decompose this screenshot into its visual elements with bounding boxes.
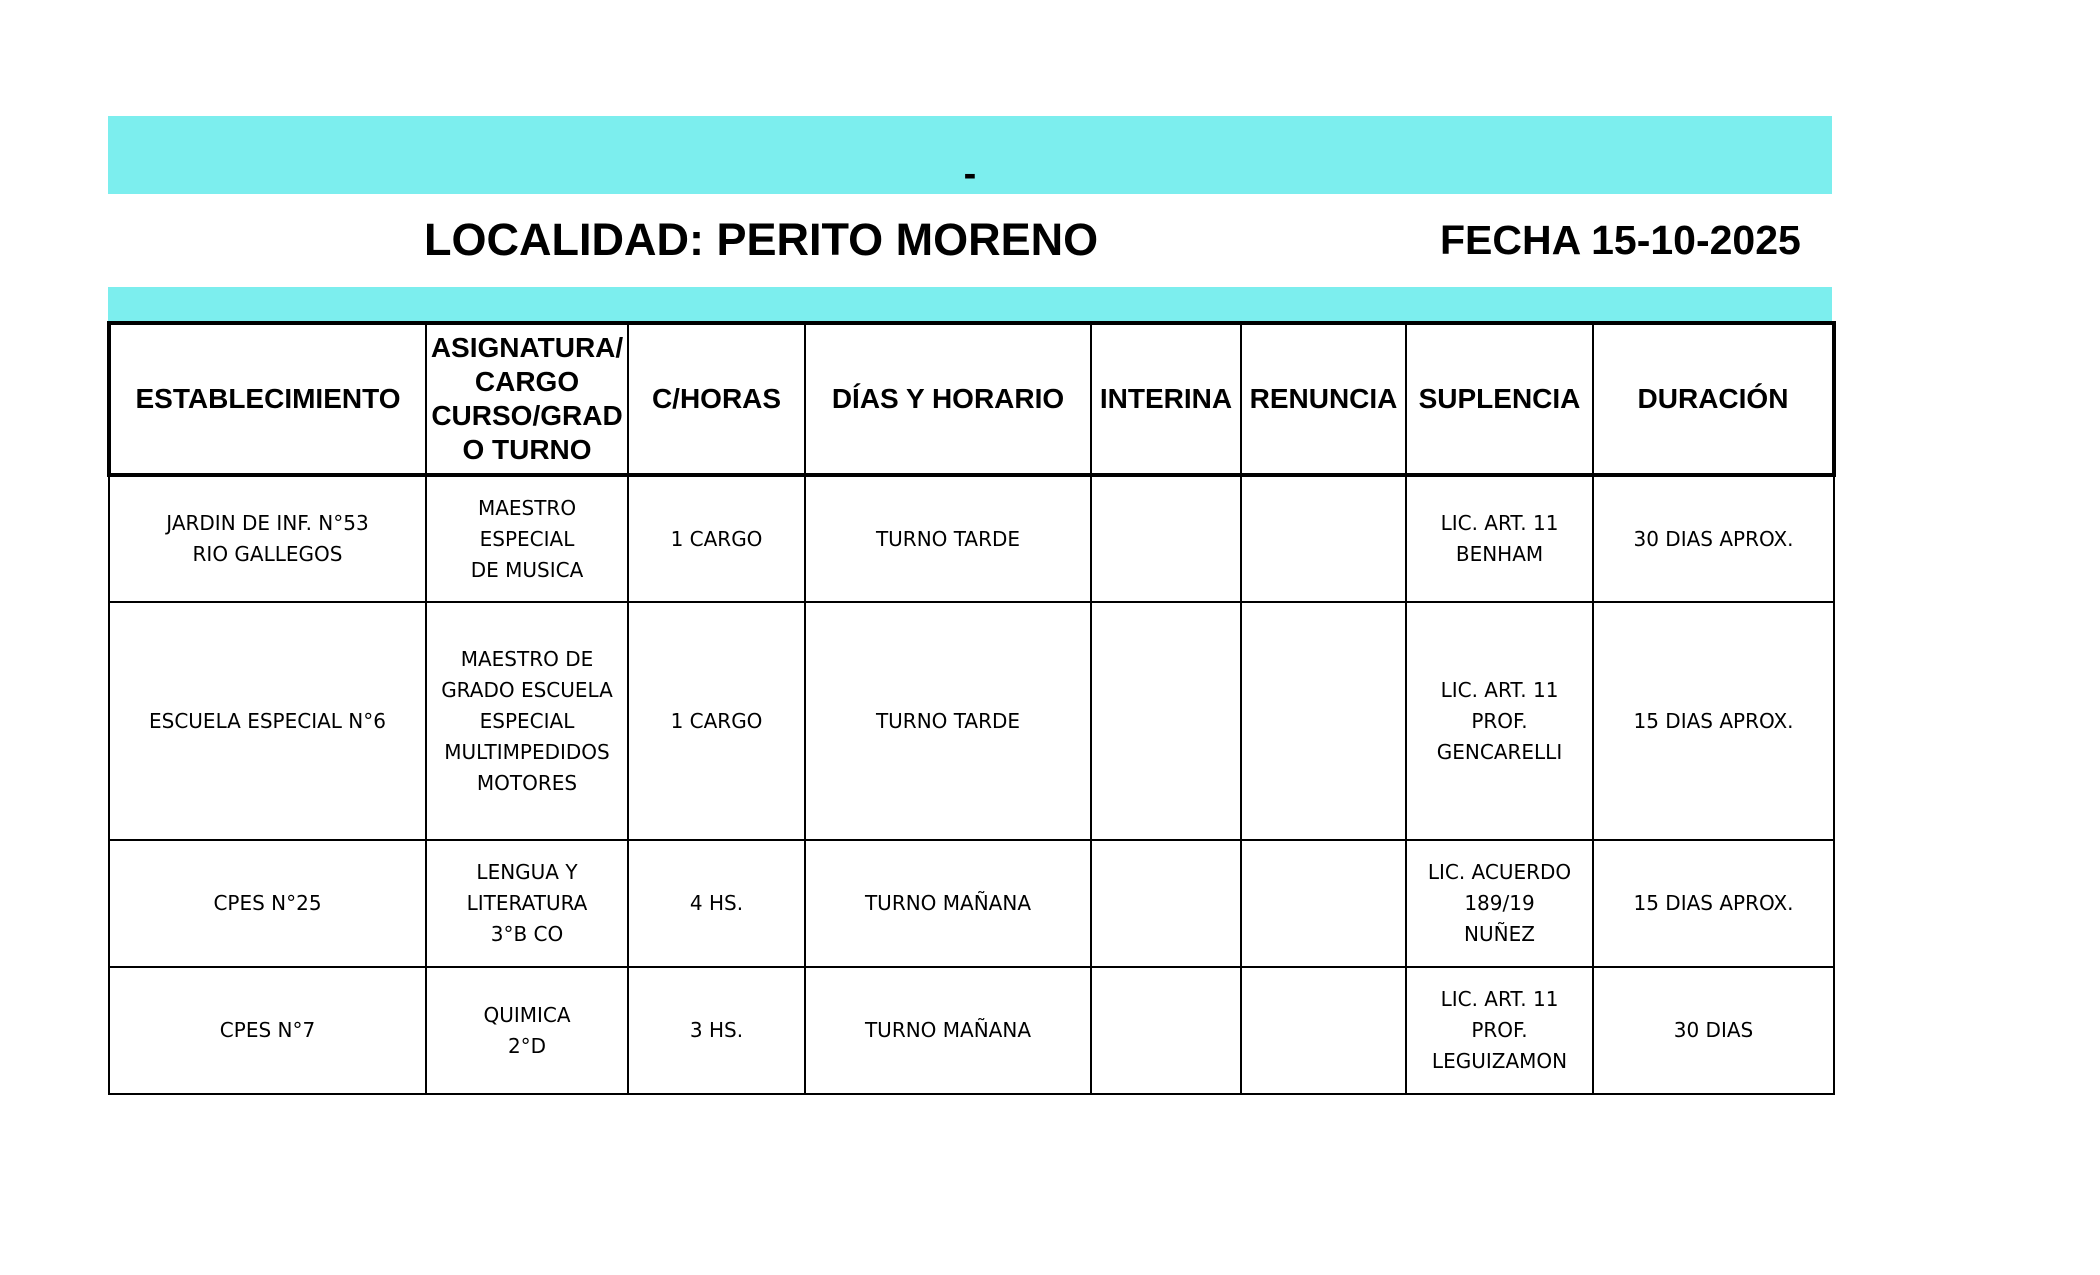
top-banner [108, 116, 1832, 194]
cell-establecimiento: CPES N°7 [109, 967, 426, 1094]
cell-asignatura: MAESTRO ESPECIAL DE MUSICA [426, 475, 628, 602]
col-header-duracion: DURACIÓN [1593, 323, 1834, 475]
cell-suplencia: LIC. ART. 11 PROF. GENCARELLI [1406, 602, 1593, 840]
cell-suplencia: LIC. ACUERDO 189/19 NUÑEZ [1406, 840, 1593, 967]
cell-renuncia [1241, 602, 1406, 840]
cell-establecimiento: ESCUELA ESPECIAL N°6 [109, 602, 426, 840]
cell-establecimiento: CPES N°25 [109, 840, 426, 967]
cell-interina [1091, 840, 1241, 967]
cell-horario: TURNO TARDE [805, 602, 1091, 840]
table-top-band [108, 287, 1832, 321]
table-row [109, 475, 1834, 602]
cell-suplencia: LIC. ART. 11 BENHAM [1406, 475, 1593, 602]
col-header-establecimiento: ESTABLECIMIENTO [109, 323, 426, 475]
cell-suplencia: LIC. ART. 11 PROF. LEGUIZAMON [1406, 967, 1593, 1094]
col-header-suplencia: SUPLENCIA [1406, 323, 1593, 475]
col-header-horario: DÍAS Y HORARIO [805, 323, 1091, 475]
cell-duracion: 15 DIAS APROX. [1593, 602, 1834, 840]
cell-renuncia [1241, 840, 1406, 967]
cell-duracion: 30 DIAS APROX. [1593, 475, 1834, 602]
col-header-horas: C/HORAS [628, 323, 805, 475]
cell-duracion: 30 DIAS [1593, 967, 1834, 1094]
date-title: FECHA 15-10-2025 [1440, 217, 1801, 263]
cell-horario: TURNO TARDE [805, 475, 1091, 602]
header-row [109, 323, 1834, 475]
cell-duracion: 15 DIAS APROX. [1593, 840, 1834, 967]
col-header-asignatura: ASIGNATURA/ CARGO CURSO/GRAD O TURNO [426, 323, 628, 475]
cell-horario: TURNO MAÑANA [805, 840, 1091, 967]
locality-title: LOCALIDAD: PERITO MORENO [424, 214, 1099, 265]
table-row [109, 967, 1834, 1094]
table-row [109, 602, 1834, 840]
cell-horario: TURNO MAÑANA [805, 967, 1091, 1094]
cell-interina [1091, 602, 1241, 840]
cell-interina [1091, 967, 1241, 1094]
cell-horas: 1 CARGO [628, 602, 805, 840]
cell-asignatura: MAESTRO DE GRADO ESCUELA ESPECIAL MULTIMPEDIDOS MOTORES [426, 602, 628, 840]
cell-asignatura: QUIMICA 2°D [426, 967, 628, 1094]
cell-renuncia [1241, 967, 1406, 1094]
cell-establecimiento: JARDIN DE INF. N°53 RIO GALLEGOS [109, 475, 426, 602]
table-row [109, 840, 1834, 967]
cell-horas: 1 CARGO [628, 475, 805, 602]
cell-renuncia [1241, 475, 1406, 602]
col-header-interina: INTERINA [1091, 323, 1241, 475]
cell-horas: 3 HS. [628, 967, 805, 1094]
cell-asignatura: LENGUA Y LITERATURA 3°B CO [426, 840, 628, 967]
col-header-renuncia: RENUNCIA [1241, 323, 1406, 475]
cell-interina [1091, 475, 1241, 602]
vacancies-table [107, 321, 1836, 1095]
banner-dash: - [963, 153, 977, 195]
cell-horas: 4 HS. [628, 840, 805, 967]
